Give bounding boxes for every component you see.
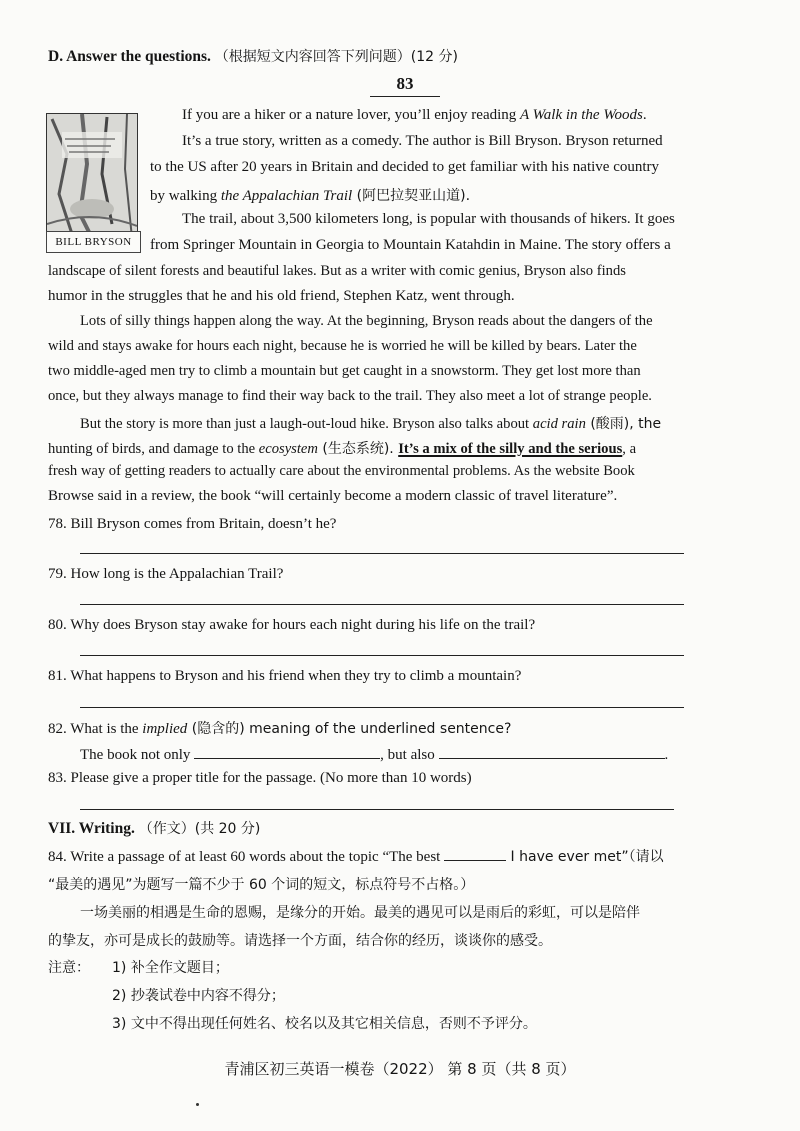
- book-title: A Walk in the Woods: [520, 107, 643, 123]
- underlined-sentence: It’s a mix of the silly and the serious: [398, 441, 623, 457]
- passage-line-9: Lots of silly things happen along the way. At the beginning, Bryson reads about the dangers of the: [80, 313, 653, 329]
- section-d-instruction: （根据短文内容回答下列问题）(12 分): [214, 49, 458, 65]
- book-cover-image: [46, 113, 138, 239]
- section-d-heading: [48, 46, 458, 66]
- question-79: 79. How long is the Appalachian Trail?: [48, 566, 284, 582]
- passage-text: .: [642, 107, 647, 123]
- passage-line-10: wild and stays awake for hours each night, because he is worried he will be killed by bears. Later the: [48, 338, 637, 354]
- question-83: 83. Please give a proper title for the passage. (No more than 10 words): [48, 770, 472, 786]
- question-84: [48, 846, 664, 866]
- writing-topic-cn: “最美的遇见”为题写一篇不少于 60 个词的短文，标点符号不占格。）: [48, 877, 475, 893]
- question-80: 80. Why does Bryson stay awake for hours each night during his life on the trail?: [48, 617, 536, 633]
- passage-line-5: The trail, about 3,500 kilometers long, is popular with thousands of hikers. It goes: [182, 211, 675, 227]
- question-text: (隐含的) meaning of the underlined sentence?: [187, 721, 512, 737]
- book-cover-art: [47, 114, 137, 238]
- passage-line-3: to the US after 20 years in Britain and decided to get familiar with his native country: [150, 159, 660, 175]
- passage-line-7: landscape of silent forests and beautiful lakes. But as a writer with comic genius, Bryson also finds: [48, 263, 626, 279]
- score-underline: [370, 96, 440, 97]
- answer-line-83[interactable]: [80, 809, 674, 810]
- answer-line-81[interactable]: [80, 707, 684, 708]
- term-acid-rain: acid rain: [532, 416, 586, 432]
- question-text: I have ever met”（请以: [506, 849, 664, 865]
- passage-text: by walking: [150, 188, 221, 204]
- term-implied: implied: [142, 721, 188, 737]
- scan-speck: [196, 1103, 199, 1106]
- section-vii-heading: [48, 818, 260, 838]
- passage-text: (酸雨), the: [585, 416, 662, 432]
- question-82-fill-line: [80, 744, 668, 764]
- question-text: 84. Write a passage of at least 60 words about the topic “The best: [48, 849, 445, 865]
- passage-line-2: It’s a true story, written as a comedy. The author is Bill Bryson. Bryson returned: [182, 133, 663, 149]
- passage-line-11: two middle-aged men try to climb a mountain but get caught in a snowstorm. They get lost more than: [48, 363, 641, 379]
- passage-line-14: [48, 438, 636, 458]
- question-text: , but also: [380, 747, 439, 763]
- answer-line-78[interactable]: [80, 553, 684, 554]
- question-78: 78. Bill Bryson comes from Britain, doesn’t he?: [48, 516, 337, 532]
- passage-line-12: once, but they always manage to find their way back to the trail. They also meet a lot of strange people.: [48, 388, 652, 404]
- passage-text: But the story is more than just a laugh-out-loud hike. Bryson also talks about: [80, 416, 533, 432]
- question-text: 82. What is the: [48, 721, 143, 737]
- answer-line-79[interactable]: [80, 604, 684, 605]
- page-footer: 青浦区初三英语一模卷（2022） 第 8 页（共 8 页）: [224, 1060, 576, 1078]
- trail-name: the Appalachian Trail: [220, 188, 353, 204]
- question-text: .: [664, 747, 669, 763]
- answer-blank-84-title[interactable]: [444, 846, 506, 861]
- section-vii-instruction: （作文）(共 20 分): [138, 821, 261, 837]
- answer-blank-82a[interactable]: [194, 744, 380, 759]
- passage-text: (阿巴拉契亚山道).: [352, 188, 471, 204]
- passage-line-4: [150, 185, 470, 205]
- book-author-label: BILL BRYSON: [46, 231, 141, 253]
- writing-prompt-cn-1: 一场美丽的相遇是生命的恩赐，是缘分的开始。最美的遇见可以是雨后的彩虹，可以是陪伴: [80, 905, 640, 921]
- passage-text: (生态系统).: [317, 441, 399, 457]
- note-2: 2) 抄袭试卷中内容不得分；: [112, 988, 285, 1004]
- answer-line-80[interactable]: [80, 655, 684, 656]
- writing-prompt-cn-2: 的挚友，亦可是成长的鼓励等。请选择一个方面，结合你的经历，谈谈你的感受。: [48, 933, 552, 949]
- question-81: 81. What happens to Bryson and his friend when they try to climb a mountain?: [48, 668, 522, 684]
- passage-line-8: humor in the struggles that he and his old friend, Stephen Katz, went through.: [48, 288, 515, 304]
- term-ecosystem: ecosystem: [258, 441, 318, 457]
- passage-text: hunting of birds, and damage to the: [48, 441, 259, 457]
- answer-blank-82b[interactable]: [439, 744, 665, 759]
- passage-line-6: from Springer Mountain in Georgia to Mountain Katahdin in Maine. The story offers a: [150, 237, 671, 253]
- question-text: The book not only: [80, 747, 195, 763]
- passage-text: , a: [622, 441, 637, 457]
- notes-label: 注意：: [48, 960, 90, 976]
- passage-line-13: [80, 413, 661, 433]
- section-d-title: D. Answer the questions.: [48, 48, 211, 65]
- question-82: [48, 718, 511, 738]
- score-box: 83: [396, 74, 414, 93]
- passage-line-16: Browse said in a review, the book “will certainly become a modern classic of travel literature”.: [48, 488, 618, 504]
- section-vii-title: VII. Writing.: [48, 820, 135, 837]
- passage-line-1: [182, 107, 647, 124]
- note-3: 3) 文中不得出现任何姓名、校名以及其它相关信息，否则不予评分。: [112, 1016, 537, 1032]
- passage-line-15: fresh way of getting readers to actually care about the environmental problems. As the website Book: [48, 463, 635, 479]
- note-1: 1) 补全作文题目；: [112, 960, 229, 976]
- passage-text: If you are a hiker or a nature lover, you’ll enjoy reading: [182, 107, 521, 123]
